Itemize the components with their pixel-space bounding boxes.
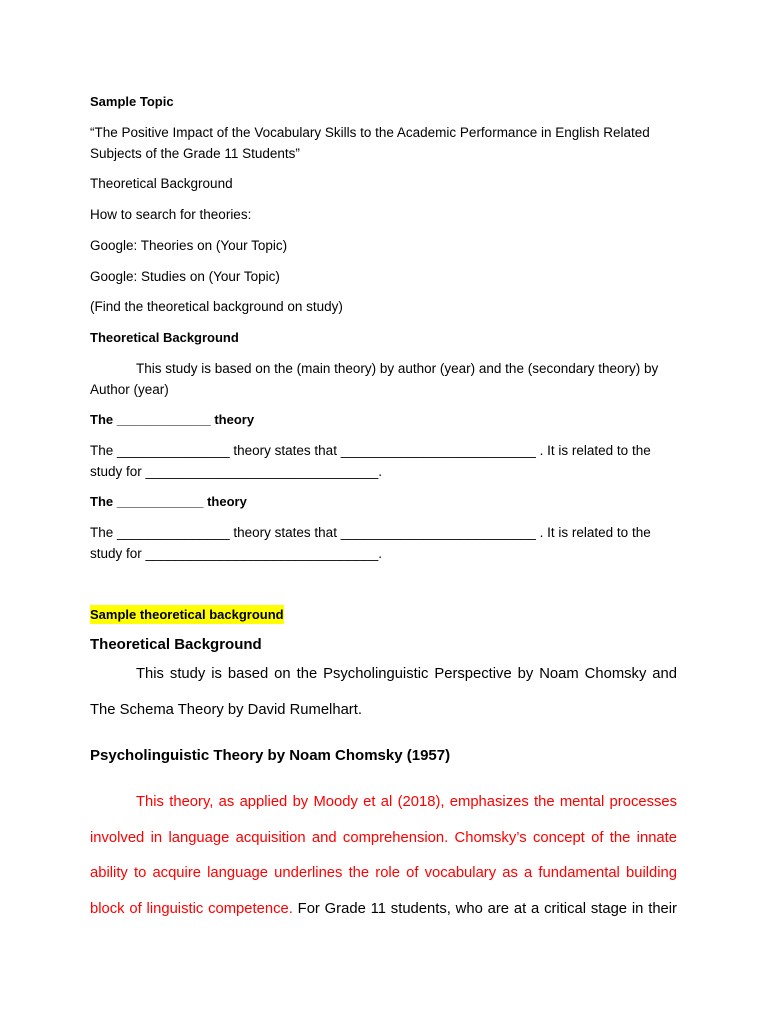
paragraph-line: This theory, as applied by Moody et al (2018), emphasizes the mental processes [136, 794, 677, 810]
template-intro-line: This study is based on the (main theory) by author (year) and the (secondary theory) by [136, 361, 659, 376]
paragraph-line: involved in language acquisition and comprehension. Chomsky’s concept of the innate [90, 830, 677, 846]
theory-blank-line: The _______________ theory states that __________________________ . It is related to the [90, 525, 651, 540]
theoretical-background-label: Theoretical Background [90, 176, 233, 191]
theory-blank-line: study for _______________________________. [90, 546, 383, 561]
search-instruction: Google: Studies on (Your Topic) [90, 269, 280, 284]
template-heading: Theoretical Background [90, 330, 239, 345]
paragraph-line: ability to acquire language underlines the role of vocabulary as a fundamental building [90, 865, 677, 881]
theory-blank-line: study for _______________________________. [90, 464, 383, 479]
sample-background-heading: Theoretical Background [90, 636, 262, 653]
search-instruction: Google: Theories on (Your Topic) [90, 238, 288, 253]
sample-background-label [90, 606, 284, 624]
theory-blank-heading: The _____________ theory [90, 412, 255, 427]
topic-title-line: Subjects of the Grade 11 Students” [90, 146, 300, 161]
theory-blank-heading: The ____________ theory [90, 494, 247, 509]
theory-heading: Psycholinguistic Theory by Noam Chomsky (1957) [90, 747, 451, 764]
highlighted-label: Sample theoretical background [90, 607, 284, 622]
paragraph-red-text: block of linguistic competence. [90, 901, 293, 917]
template-intro-line: Author (year) [90, 382, 169, 397]
topic-title-line: “The Positive Impact of the Vocabulary Skills to the Academic Performance in English Related [90, 125, 650, 140]
sample-topic-heading: Sample Topic [90, 94, 174, 109]
sample-intro-line: The Schema Theory by David Rumelhart. [90, 702, 362, 718]
paragraph-black-text: For Grade 11 students, who are at a critical stage in their [292, 901, 677, 917]
sample-intro-line: This study is based on the Psycholinguistic Perspective by Noam Chomsky and [136, 666, 677, 682]
paragraph-line [90, 899, 677, 919]
search-instruction: (Find the theoretical background on study) [90, 299, 343, 314]
search-instruction: How to search for theories: [90, 207, 252, 222]
theory-blank-line: The _______________ theory states that __________________________ . It is related to the [90, 443, 651, 458]
